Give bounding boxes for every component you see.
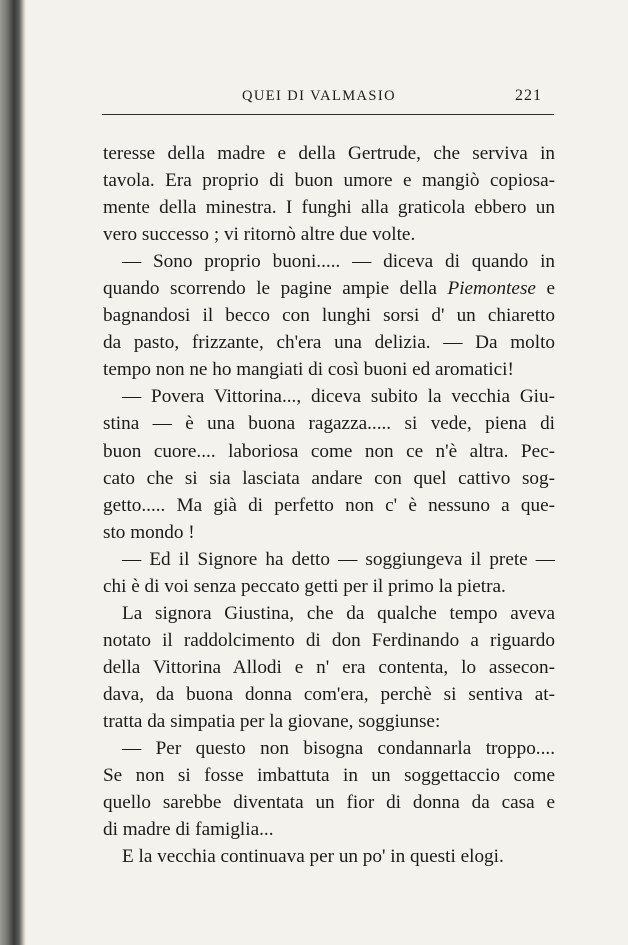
text-line: E la vecchia continuava per un po' in questi elogi. — [122, 846, 504, 868]
text-line: vero successo ; vi ritornò altre due volte. — [103, 224, 416, 246]
text-line: getto..... Ma già di perfetto non c' è nessuno a que- — [103, 494, 555, 516]
text-segment: quando scorrendo le pagine ampie della — [103, 278, 448, 300]
text-segment: e — [535, 278, 555, 300]
text-line: buon cuore.... laboriosa come non ce n'è altra. Pec- — [103, 440, 555, 462]
text-line: teresse della madre e della Gertrude, che serviva in — [103, 143, 555, 164]
running-head: QUEI DI VALMASIO — [242, 88, 396, 104]
text-line: tratta da simpatia per la giovane, soggiunse: — [103, 710, 441, 732]
text-line: Se non si fosse imbattuta in un soggettaccio come — [103, 765, 555, 787]
text-line: tempo non ne ho mangiati di così buoni ed aromatici! — [103, 359, 514, 381]
text-line: della Vittorina Allodi e n' era contenta, lo assecon- — [103, 656, 555, 678]
text-line: — Sono proprio buoni..... — diceva di quando in — [122, 251, 555, 273]
page-number: 221 — [515, 87, 542, 104]
body-text — [103, 140, 555, 870]
text-line: sto mondo ! — [103, 521, 195, 543]
text-line: dava, da buona donna com'era, perchè si sentiva at- — [103, 683, 555, 705]
newspaper-title: Piemontese — [447, 278, 536, 300]
text-line: La signora Giustina, che da qualche tempo aveva — [122, 602, 555, 624]
text-line: notato il raddolcimento di don Ferdinando a riguardo — [103, 629, 555, 651]
text-line: cato che si sia lasciata andare con quel cattivo sog- — [103, 467, 555, 489]
text-line: bagnandosi il becco con lunghi sorsi d' un chiaretto — [103, 305, 555, 327]
text-line: mente della minestra. I funghi alla graticola ebbero un — [103, 197, 555, 219]
page-header — [102, 84, 554, 114]
text-line: tavola. Era proprio di buon umore e mangiò copiosa- — [103, 170, 555, 192]
header-rule — [102, 114, 554, 115]
text-line: stina — è una buona ragazza..... si vede, piena di — [103, 413, 555, 435]
text-line: — Povera Vittorina..., diceva subito la vecchia Giu- — [122, 386, 555, 408]
text-line: chi è di voi senza peccato getti per il primo la pietra. — [103, 575, 506, 597]
text-line: da pasto, frizzante, ch'era una delizia. — Da molto — [103, 332, 555, 354]
text-line — [103, 275, 555, 302]
text-line: quello sarebbe diventata un fior di donna da casa e — [103, 792, 555, 814]
book-gutter-edge — [0, 0, 26, 945]
text-line: di madre di famiglia... — [103, 819, 274, 841]
text-line: — Per questo non bisogna condannarla troppo.... — [122, 738, 555, 760]
text-line: — Ed il Signore ha detto — soggiungeva il prete — — [122, 548, 555, 570]
